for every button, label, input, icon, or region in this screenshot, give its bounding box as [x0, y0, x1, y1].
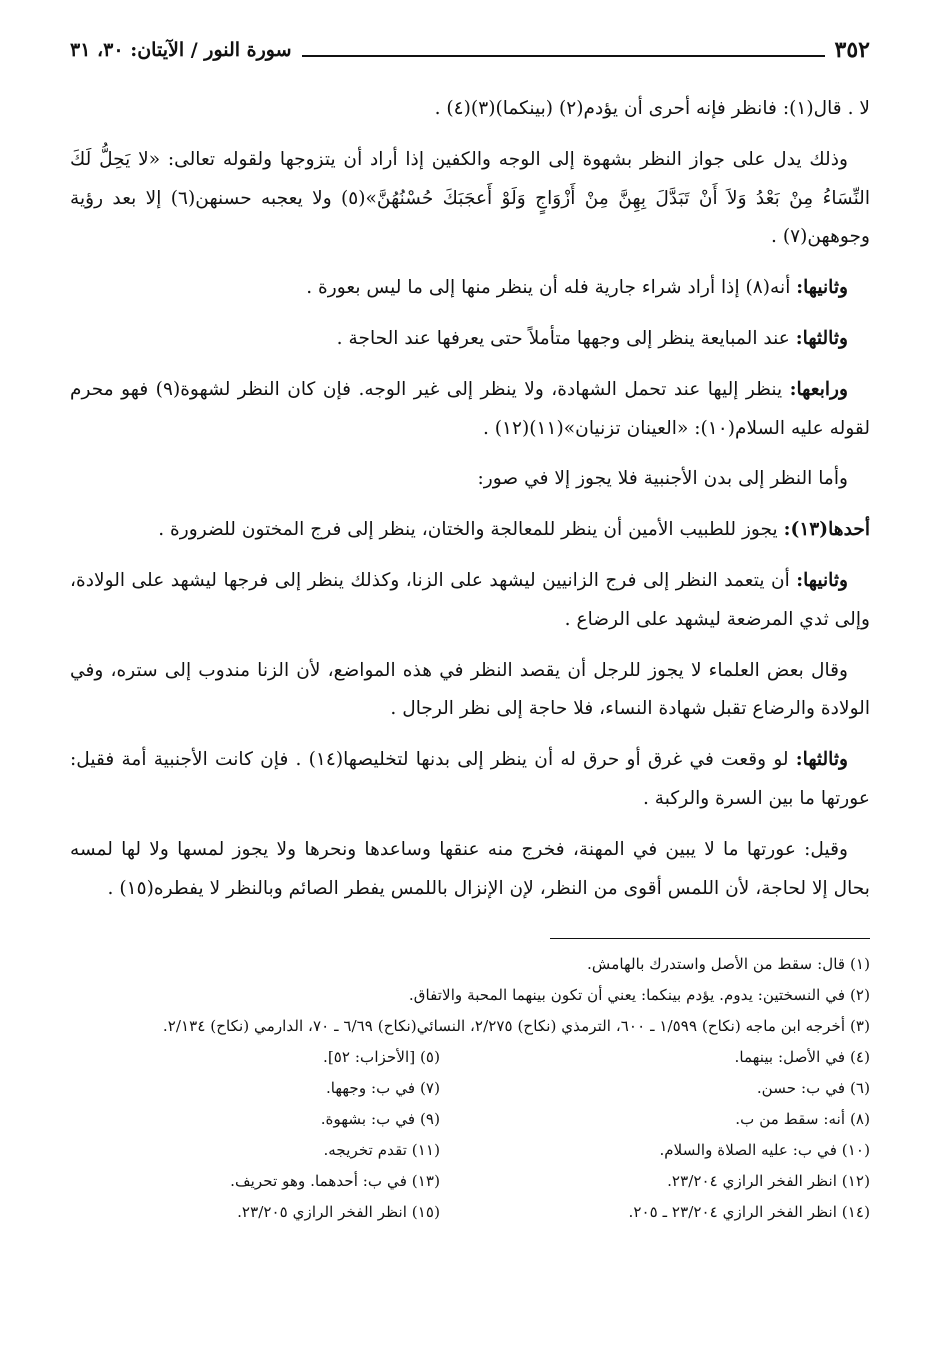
paragraph — [70, 269, 870, 308]
paragraph — [70, 741, 870, 819]
paragraph-text: يجوز للطبيب الأمين أن ينظر للمعالجة والختان، ينظر إلى فرج المختون للضرورة . — [158, 519, 784, 541]
page-number: ٣٥٢ — [834, 37, 870, 63]
paragraph-lead: وثانيها: — [796, 277, 848, 299]
paragraph-text: لو وقعت في غرق أو حرق له أن ينظر إلى بدنها لتخليصها(١٤) . فإن كانت الأجنبية أمة فقيل: عورتها ما بين السرة والركبة . — [70, 749, 870, 809]
main-text — [70, 90, 870, 908]
footnote: (١٢) انظر الفخر الرازي ٢٣/٢٠٤. — [667, 1172, 870, 1191]
footnote: (٦) في ب: حسن. — [756, 1079, 870, 1098]
surah-title: سورة النور / الآيتان: ٣٠، ٣١ — [70, 39, 292, 61]
paragraph-text: عند المبايعة ينظر إلى وجهها متأملاً حتى يعرفها عند الحاجة . — [336, 327, 796, 349]
paragraph-text: أن يتعمد النظر إلى فرج الزانيين ليشهد على الزنا، وكذلك ينظر إلى فرجها ليشهد على الولادة، وإلى ثدي المرضعة ليشهد على الرضاع . — [70, 569, 870, 630]
footnote: (١٥) انظر الفخر الرازي ٢٣/٢٠٥. — [237, 1203, 440, 1222]
paragraph-lead: ورابعها: — [789, 378, 848, 400]
footnote: (١٠) في ب: عليه الصلاة والسلام. — [659, 1141, 870, 1160]
paragraph-text: ينظر إليها عند تحمل الشهادة، ولا ينظر إلى غير الوجه. فإن كان النظر لشهوة(٩) فهو محرم لقوله عليه السلام(١٠): «العينان تزنيان»(١١)(١٢) . — [70, 378, 870, 439]
footnote: (١) قال: سقط من الأصل واستدرك بالهامش. — [587, 955, 870, 974]
paragraph — [70, 320, 870, 359]
paragraph: وذلك يدل على جواز النظر بشهوة إلى الوجه والكفين إذا أراد أن يتزوجها ولقوله تعالى: «لا يَحِلُّ لَكَ النِّسَاءُ مِنْ بَعْدُ وَلاَ أَنْ تَبَدَّلَ بِهِنَّ مِنْ أَزْوَاجٍ وَلَوْ أَعجَبَكَ حُسْنُهُنَّ»(٥) ولا يعجبه حسنهن(٦) إلا بعد رؤية وجوههن(٧) . — [70, 148, 871, 248]
footnote: (٥) [الأحزاب: ٥٢]. — [323, 1048, 440, 1067]
paragraph-text: أنه(٨) إذا أراد شراء جارية فله أن ينظر منها إلى ما ليس بعورة . — [306, 277, 797, 299]
footnote: (١١) تقدم تخريجه. — [323, 1141, 440, 1160]
paragraph — [70, 511, 870, 550]
paragraph-lead: وثالثها: — [795, 327, 848, 349]
header-rule — [302, 55, 825, 57]
footnote-grid — [70, 1042, 870, 1228]
footnote: (٨) أنه: سقط من ب. — [735, 1110, 870, 1129]
running-header — [70, 30, 870, 70]
paragraph — [70, 562, 870, 640]
footnote: (٢) في النسختين: يدوم. يؤدم بينكما: يعني أن تكون بينهما المحبة والاتفاق. — [408, 986, 870, 1005]
footnote: (١٤) انظر الفخر الرازي ٢٣/٢٠٤ ـ ٢٠٥. — [628, 1203, 870, 1222]
footnote: (٤) في الأصل: بينهما. — [734, 1048, 870, 1067]
paragraph: وقيل: عورتها ما لا يبين في المهنة، فخرج منه عنقها وساعدها ونحرها ولا يجوز لمسها ولا لها لمسه بحال إلا لحاجة، لأن اللمس أقوى من النظر، لإن الإنزال باللمس يفطر الصائم وبالنظر لا يفطره(١٥) . — [70, 838, 870, 899]
footnote: (٣) أخرجه ابن ماجه (نكاح) ١/٥٩٩ ـ ٦٠٠، الترمذي (نكاح) ٢/٢٧٥، النسائي(نكاح) ٦/٦٩ ـ ٧٠، الدارمي (نكاح) ٢/١٣٤. — [162, 1017, 870, 1036]
footnote: (١٣) في ب: أحدهما. وهو تحريف. — [230, 1172, 440, 1191]
paragraph-lead: وثالثها: — [795, 749, 848, 771]
paragraph-lead: وثانيها: — [796, 569, 848, 591]
paragraph: وأما النظر إلى بدن الأجنبية فلا يجوز إلا في صور: — [477, 468, 848, 490]
footnote-separator — [550, 938, 870, 939]
footnote: (٩) في ب: بشهوة. — [320, 1110, 440, 1129]
paragraph: وقال بعض العلماء لا يجوز للرجل أن يقصد النظر في هذه المواضع، لأن الزنا مندوب إلى ستره، وفي الولادة والرضاع تقبل شهادة النساء، فلا حاجة إلى نظر الرجال . — [70, 659, 870, 720]
footnote: (٧) في ب: وجهها. — [325, 1079, 440, 1098]
book-page — [70, 30, 870, 1228]
paragraph: لا . قال(١): فانظر فإنه أحرى أن يؤدم(٢) (بينكما)(٣)(٤) . — [434, 98, 870, 119]
footnotes — [70, 949, 870, 1228]
paragraph — [70, 371, 870, 449]
paragraph-lead: أحدها(١٣): — [783, 519, 870, 541]
